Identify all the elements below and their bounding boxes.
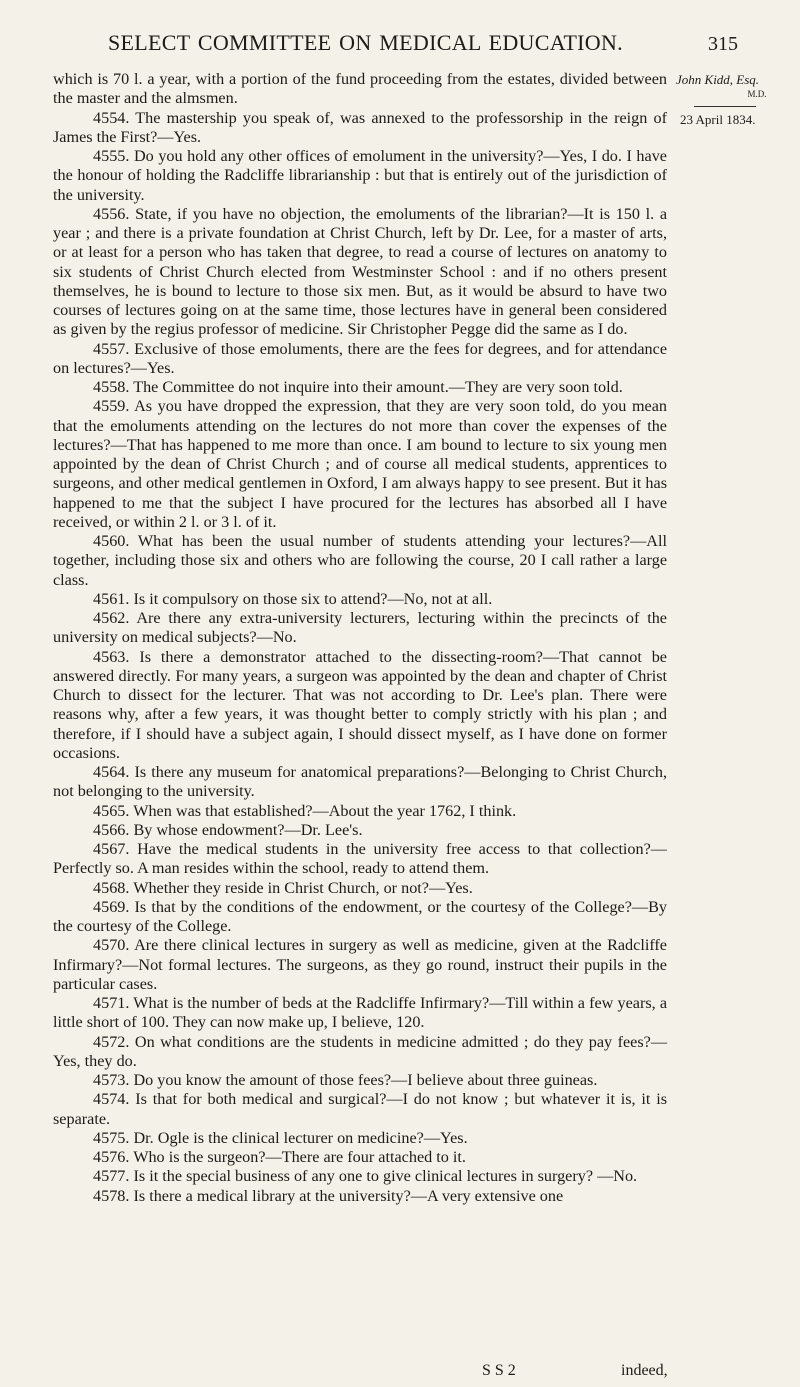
question-number: 4575. (93, 1128, 130, 1147)
question-number: 4576. (93, 1148, 130, 1166)
paragraph-text: What is the number of beds at the Radcliffe Infirmary?—Till within a few years, a little short of 100. They can now make up, I believe, 120. (53, 994, 668, 1032)
question-number: 4578. (93, 1186, 130, 1205)
paragraph-text: Is that by the conditions of the endowment, or the courtesy of the College?—By the courtesy of the College. (53, 897, 667, 935)
paragraph (53, 802, 667, 821)
paragraph-text: Are there any extra-university lecturers, lecturing within the precincts of the university on medical subjects?—No. (53, 609, 667, 647)
paragraph-text: Is it the special business of any one to give clinical lectures in surgery? —No. (133, 1167, 638, 1186)
paragraph (53, 147, 667, 205)
paragraph-text: Is there a medical library at the university?—A very extensive one (133, 1186, 564, 1205)
paragraph (53, 109, 667, 148)
paragraph-text: As you have dropped the expression, that they are very soon told, do you mean that the emoluments attending on the lectures do not more than cover the expenses of the lectures?—That has happened to me more than once. I am bound to lecture to six young men appointed by the dean of Christ Church ; and of course all medical students, apprentices to surgeons, and other medical gentlemen in Oxford, I am always happy to see present. But it has happened to me that the subject I have procured for the lectures has absorbed all I have received, or within 2 l. or 3 l. of it. (53, 397, 667, 531)
running-title: SELECT COMMITTEE ON MEDICAL EDUCATION. (108, 30, 623, 55)
question-number: 4565. (93, 801, 130, 820)
paragraph (53, 1033, 667, 1072)
witness-degree: M.D. (747, 89, 767, 99)
paragraph-text: Are there clinical lectures in surgery as well as medicine, given at the Radcliffe Infirmary?—Not formal lectures. The surgeons, as they go round, instruct their pupils in the particular cases. (53, 936, 667, 993)
paragraph (53, 1071, 667, 1090)
question-number: 4572. (93, 1032, 130, 1051)
paragraph (53, 1187, 667, 1206)
paragraph (53, 340, 667, 379)
paragraph (53, 590, 667, 609)
question-number: 4567. (93, 840, 130, 858)
paragraph (53, 1167, 667, 1186)
paragraph (53, 1129, 667, 1148)
paragraph (53, 898, 667, 937)
question-number: 4570. (93, 936, 130, 955)
paragraph-text: By whose endowment?—Dr. Lee's. (133, 820, 363, 839)
paragraph (53, 936, 667, 994)
paragraph-text: Who is the surgeon?—There are four attached to it. (133, 1148, 466, 1166)
paragraph-text: The Committee do not inquire into their amount.—They are very soon told. (133, 378, 623, 396)
question-number: 4562. (93, 609, 130, 627)
paragraph-text: which is 70 l. a year, with a portion of the fund proceeding from the estates, divided between the master and the almsmen. (53, 70, 667, 108)
question-number: 4557. (93, 339, 130, 358)
question-number: 4559. (93, 397, 130, 416)
witness-name: John Kidd, Esq. (676, 72, 760, 87)
question-number: 4555. (93, 147, 130, 165)
paragraph (53, 378, 667, 397)
question-number: 4577. (93, 1167, 130, 1186)
paragraph (53, 648, 667, 764)
paragraph-text: When was that established?—About the year 1762, I think. (133, 801, 517, 820)
question-number: 4558. (93, 378, 130, 396)
paragraph (53, 609, 667, 648)
paragraph (53, 1148, 667, 1167)
paragraph-text: Is it compulsory on those six to attend?—No, not at all. (133, 589, 493, 608)
testimony-date: 23 April 1834. (680, 112, 756, 127)
paragraph-text: Exclusive of those emoluments, there are the fees for degrees, and for attendance on lectures?—Yes. (53, 339, 668, 377)
question-number: 4560. (93, 532, 130, 550)
testimony-text (53, 70, 667, 1206)
paragraph-text: On what conditions are the students in medicine admitted ; do they pay fees?—Yes, they do. (53, 1032, 668, 1070)
paragraph (53, 532, 667, 590)
page-header (52, 30, 738, 56)
question-number: 4556. (93, 204, 130, 223)
paragraph-text: Is there any museum for anatomical preparations?—Belonging to Christ Church, not belonging to the university. (53, 763, 668, 801)
paragraph (53, 1090, 667, 1129)
paragraph (53, 397, 667, 532)
question-number: 4569. (93, 897, 130, 916)
catchword: indeed, (621, 1362, 668, 1379)
margin-note (676, 72, 800, 127)
paragraph (53, 763, 667, 802)
paragraph-text: What has been the usual number of students attending your lectures?—All together, including those six and others who are following the course, 20 I call rather a large class. (53, 532, 667, 589)
paragraph-text: Do you hold any other offices of emolument in the university?—Yes, I do. I have the honour of holding the Radcliffe librarianship : but that is entirely out of the jurisdiction of the university. (53, 147, 667, 204)
margin-rule (694, 106, 756, 107)
paragraph (53, 994, 667, 1033)
paragraph-text: Whether they reside in Christ Church, or not?—Yes. (133, 878, 473, 897)
page-number: 315 (708, 33, 738, 55)
question-number: 4563. (93, 647, 130, 666)
paragraph-text: The mastership you speak of, was annexed to the professorship in the reign of James the First?—Yes. (53, 108, 667, 146)
question-number: 4573. (93, 1071, 130, 1089)
paragraph-text: Do you know the amount of those fees?—I believe about three guineas. (133, 1071, 598, 1089)
paragraph-text: Is there a demonstrator attached to the dissecting-room?—That cannot be answered directly. For many years, a surgeon was appointed by the dean and chapter of Christ Church to dissect for the lecturer. That was not according to Dr. Lee's plan. There were reasons why, after a few years, it was thought better to comply strictly with his plan ; and therefore, if I should have a subject again, I should dissect myself, as I have done on former occasions. (53, 647, 667, 762)
paragraph (53, 879, 667, 898)
paragraph (53, 840, 667, 879)
paragraph (53, 205, 667, 340)
paragraph-text: Is that for both medical and surgical?—I do not know ; but whatever it is, it is separate. (53, 1090, 667, 1128)
question-number: 4554. (93, 108, 130, 127)
question-number: 4571. (93, 994, 130, 1012)
paragraph-text: Have the medical students in the university free access to that collection?—Perfectly so. A man resides within the school, ready to attend them. (53, 840, 667, 878)
paragraph (53, 70, 667, 109)
question-number: 4568. (93, 878, 130, 897)
paragraph-text: State, if you have no objection, the emoluments of the librarian?—It is 150 l. a year ; and there is a private foundation at Christ Church, left by Dr. Lee, for a master of arts, or at least for a person who has taken that degree, to read a course of lectures on anatomy to six students of Christ Church elected from Westminster School : and if no others present themselves, he is bound to lecture to those six men. But, as it would be absurd to have two courses of lectures going on at the same time, those lectures have in general been considered as given by the regius professor of medicine. Sir Christopher Pegge did the same as I do. (53, 204, 667, 339)
question-number: 4564. (93, 763, 130, 781)
paragraph-text: Dr. Ogle is the clinical lecturer on medicine?—Yes. (133, 1128, 468, 1147)
question-number: 4561. (93, 589, 130, 608)
question-number: 4574. (93, 1090, 130, 1109)
signature-mark: S S 2 (482, 1362, 516, 1379)
paragraph (53, 821, 667, 840)
question-number: 4566. (93, 820, 130, 839)
